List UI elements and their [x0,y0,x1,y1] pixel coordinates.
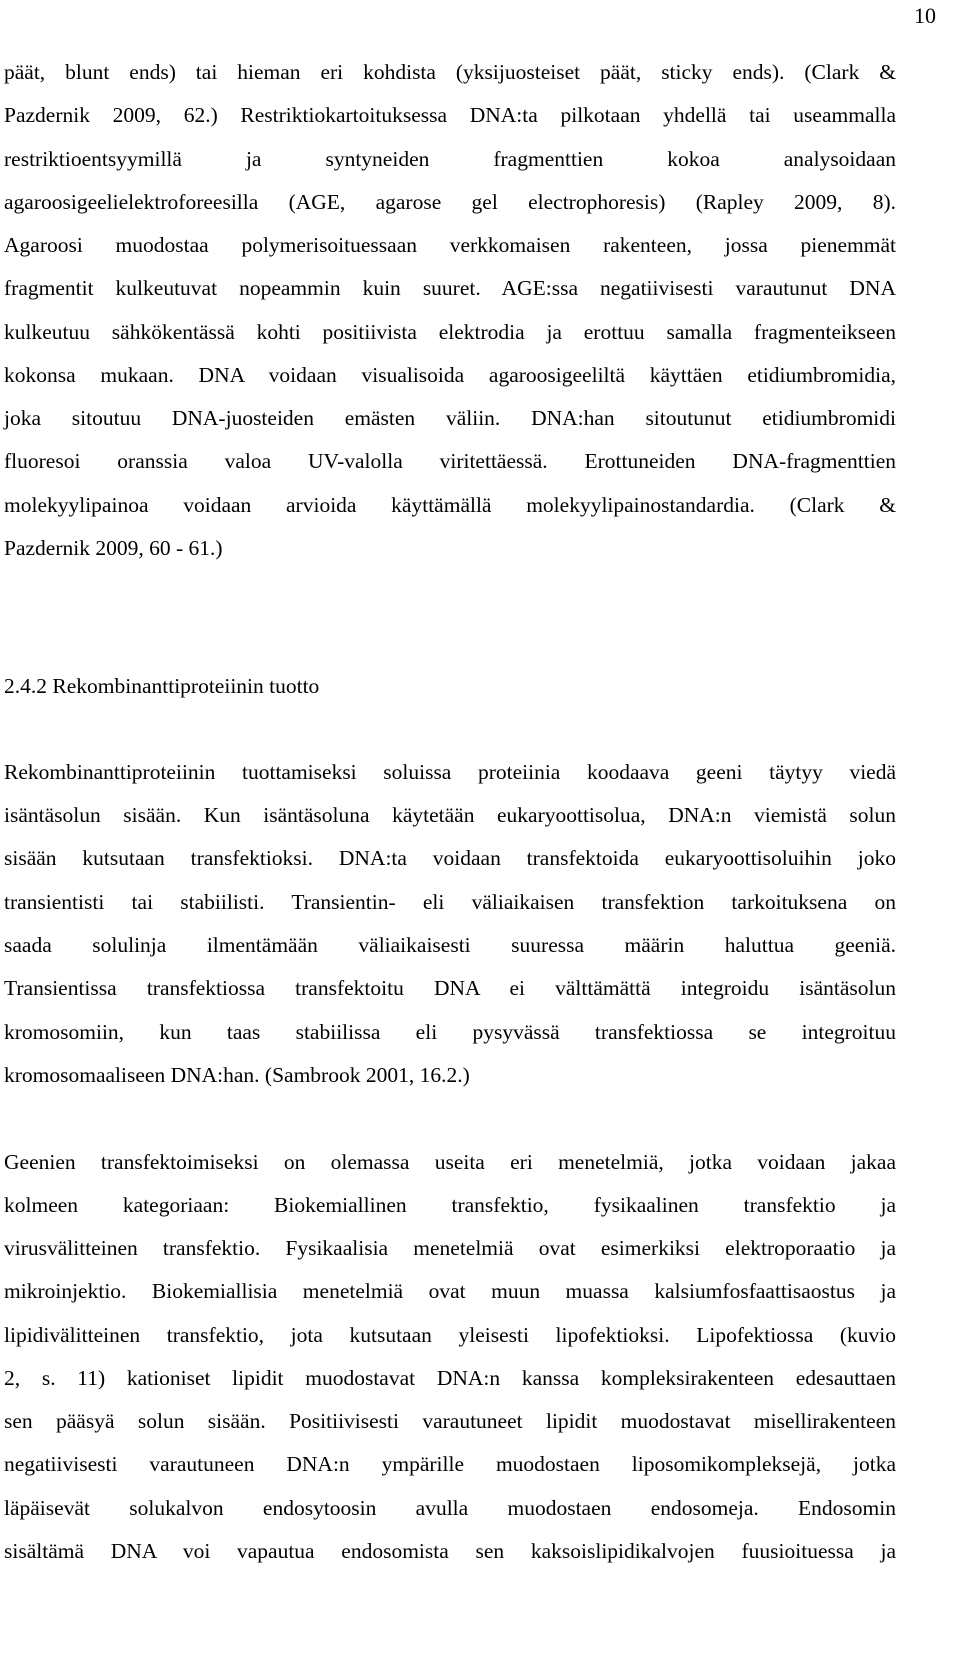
text-line: Pazdernik 2009, 60 - 61.) [4,536,223,560]
text-line: saada solulinja ilmentämään väliaikaisesti suuressa määrin haluttua geeniä. [4,933,896,957]
text-line: kokonsa mukaan. DNA voidaan visualisoida agaroosigeeliltä käyttäen etidiumbromidia, [4,363,896,387]
text-line: päät, blunt ends) tai hieman eri kohdista (yksijuosteiset päät, sticky ends). (Clark & [4,60,896,84]
text-line: 2, s. 11) kationiset lipidit muodostavat DNA:n kanssa kompleksirakenteen edesauttaen [4,1366,896,1390]
text-line: läpäisevät solukalvon endosytoosin avulla muodostaen endosomeja. Endosomin [4,1496,896,1520]
text-line: sisältämä DNA voi vapautua endosomista sen kaksoislipidikalvojen fuusioituessa ja [4,1539,896,1563]
text-line: restriktioentsyymillä ja syntyneiden fragmenttien kokoa analysoidaan [4,147,896,171]
text-line: sen pääsyä solun sisään. Positiivisesti varautuneet lipidit muodostavat misellirakenteen [4,1409,896,1433]
text-line: molekyylipainoa voidaan arvioida käyttämällä molekyylipainostandardia. (Clark & [4,493,896,517]
text-line: Rekombinanttiproteiinin tuottamiseksi soluissa proteiinia koodaava geeni täytyy viedä [4,760,896,784]
text-line: Agaroosi muodostaa polymerisoituessaan verkkomaisen rakenteen, jossa pienemmät [4,233,896,257]
text-line: lipidivälitteinen transfektio, jota kutsutaan yleisesti lipofektioksi. Lipofektiossa (kuvio [4,1323,896,1347]
text-line: joka sitoutuu DNA-juosteiden emästen väliin. DNA:han sitoutunut etidiumbromidi [4,406,896,430]
text-line: negatiivisesti varautuneen DNA:n ympärille muodostaen liposomikompleksejä, jotka [4,1452,896,1476]
text-line: fluoresoi oranssia valoa UV-valolla viritettäessä. Erottuneiden DNA-fragmenttien [4,449,896,473]
text-line: transientisti tai stabiilisti. Transientin- eli väliaikaisen transfektion tarkoituksena on [4,890,896,914]
text-line: Pazdernik 2009, 62.) Restriktiokartoituksessa DNA:ta pilkotaan yhdellä tai useammalla [4,103,896,127]
page-number: 10 [914,3,936,28]
text-line: kromosomaaliseen DNA:han. (Sambrook 2001, 16.2.) [4,1063,470,1087]
text-line: kromosomiin, kun taas stabiilissa eli pysyvässä transfektiossa se integroituu [4,1020,896,1044]
text-line: agaroosigeelielektroforeesilla (AGE, agarose gel electrophoresis) (Rapley 2009, 8). [4,190,896,214]
text-line: mikroinjektio. Biokemiallisia menetelmiä ovat muun muassa kalsiumfosfaattisaostus ja [4,1279,896,1303]
section-heading: 2.4.2 Rekombinanttiproteiinin tuotto [4,674,320,698]
text-line: kolmeen kategoriaan: Biokemiallinen transfektio, fysikaalinen transfektio ja [4,1193,896,1217]
text-line: isäntäsolun sisään. Kun isäntäsoluna käytetään eukaryoottisolua, DNA:n viemistä solun [4,803,896,827]
text-line: virusvälitteinen transfektio. Fysikaalisia menetelmiä ovat esimerkiksi elektroporaatio ja [4,1236,896,1260]
text-line: fragmentit kulkeutuvat nopeammin kuin suuret. AGE:ssa negatiivisesti varautunut DNA [4,276,896,300]
text-line: Transientissa transfektiossa transfektoitu DNA ei välttämättä integroidu isäntäsolun [4,976,896,1000]
text-line: sisään kutsutaan transfektioksi. DNA:ta voidaan transfektoida eukaryoottisoluihin joko [4,846,896,870]
text-line: kulkeutuu sähkökentässä kohti positiivista elektrodia ja erottuu samalla fragmenteikseen [4,320,896,344]
text-line: Geenien transfektoimiseksi on olemassa useita eri menetelmiä, jotka voidaan jakaa [4,1150,896,1174]
